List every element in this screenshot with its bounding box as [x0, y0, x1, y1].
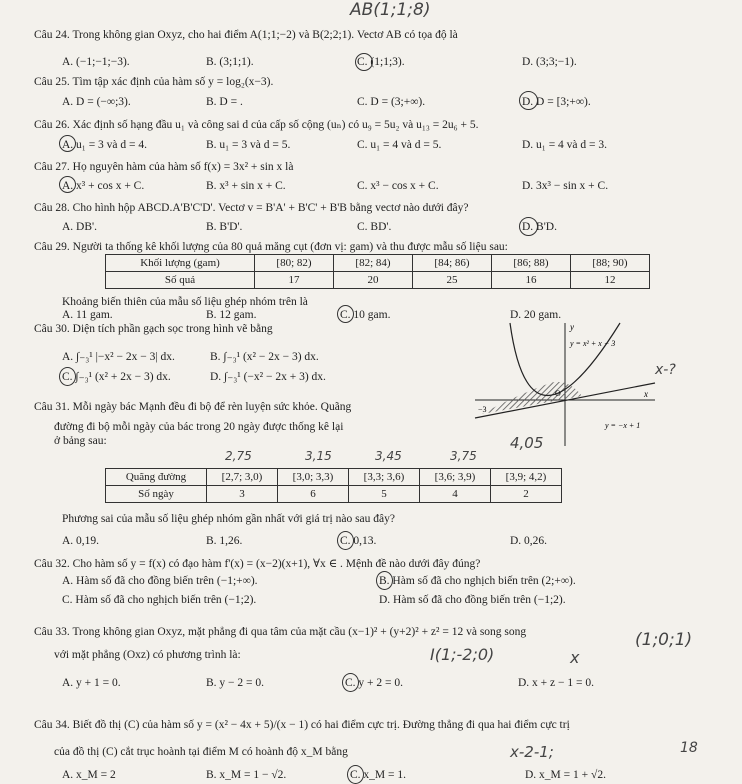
q31-row-cell: 4 — [420, 486, 491, 503]
q25-answer-mark — [519, 91, 538, 110]
q27-text: Câu 27. Họ nguyên hàm của hàm số f(x) = 3x² + sin x là — [34, 161, 294, 173]
handwritten-note-q33-x: x — [570, 648, 580, 667]
q25-option-c[interactable]: C. D = (3;+∞). — [357, 96, 426, 108]
q24-option-c[interactable]: C. (1;1;3). — [357, 56, 405, 68]
q31-header-cell: [3,6; 3,9) — [420, 469, 491, 486]
q31-row-cell: 5 — [349, 486, 420, 503]
q30-tick-minus3: −3 — [478, 405, 487, 414]
q25-option-a[interactable]: A. D = (−∞;3). — [62, 96, 131, 108]
q31-text-line3: ở bảng sau: — [54, 435, 107, 447]
q33-option-b[interactable]: B. y − 2 = 0. — [206, 677, 265, 689]
q30-text: Câu 30. Diện tích phần gạch sọc trong hình vẽ bằng — [34, 323, 273, 335]
q29-header-cell: [88; 90) — [571, 255, 650, 272]
q29-text: Câu 29. Người ta thống kê khối lượng của 80 quả măng cụt (đơn vị: gam) và thu được mẫu số liệu sau: — [34, 241, 508, 253]
q30-answer-mark — [59, 367, 76, 386]
q29-row-cell: 17 — [255, 272, 334, 289]
q30-origin-label: O — [555, 389, 561, 398]
q30-option-d[interactable]: D. ∫₋₃¹ (−x² − 2x + 3) dx. — [210, 371, 326, 383]
q29-header-cell: [84; 86) — [413, 255, 492, 272]
q31-row-cell: 2 — [491, 486, 562, 503]
q29-table — [105, 254, 650, 289]
q29-option-c[interactable]: C. 10 gam. — [340, 309, 391, 321]
q33-option-a[interactable]: A. y + 1 = 0. — [62, 677, 121, 689]
q29-option-d[interactable]: D. 20 gam. — [510, 309, 562, 321]
q25-option-d[interactable]: D. D = [3;+∞). — [522, 96, 591, 108]
q32-option-b[interactable]: B. Hàm số đã cho nghịch biến trên (2;+∞). — [379, 575, 576, 587]
q31-option-c[interactable]: C. 0,13. — [340, 535, 377, 547]
q31-header-cell: [3,3; 3,6) — [349, 469, 420, 486]
q26-option-d[interactable]: D. u₁ = 4 và d = 3. — [522, 139, 608, 151]
q31-text-line2: đường đi bộ mỗi ngày của bác trong 20 ngày được thống kê lại — [54, 421, 344, 433]
q29-header-cell: [86; 88) — [492, 255, 571, 272]
q34-option-c[interactable]: C. x_M = 1. — [350, 769, 407, 781]
q26-text: Câu 26. Xác định số hạng đầu u₁ và công sai d của cấp số cộng (uₙ) có u₉ = 5u₂ và u₁₃ = 2u₆ + 5. — [34, 119, 479, 131]
q24-option-a[interactable]: A. (−1;−1;−3). — [62, 56, 130, 68]
q28-option-d[interactable]: D. B'D. — [522, 221, 557, 233]
q30-option-a[interactable]: A. ∫₋₃¹ |−x² − 2x − 3| dx. — [62, 351, 175, 363]
handwritten-midpoint-1: 2,75 — [225, 449, 252, 463]
q24-option-d[interactable]: D. (3;3;−1). — [522, 56, 577, 68]
q26-option-c[interactable]: C. u₁ = 4 và d = 5. — [357, 139, 442, 151]
q33-option-c[interactable]: C. y + 2 = 0. — [345, 677, 404, 689]
handwritten-note-q33: I(1;-2;0) — [430, 645, 495, 664]
q26-option-a[interactable]: A. u₁ = 3 và d = 4. — [62, 139, 148, 151]
q28-answer-mark — [519, 217, 538, 236]
handwritten-note-q34: x-2-1; — [510, 743, 554, 761]
q30-axis-y-label: y — [570, 322, 574, 332]
q27-option-d[interactable]: D. 3x³ − sin x + C. — [522, 180, 609, 192]
q31-row-label: Số ngày — [106, 486, 207, 503]
q28-option-a[interactable]: A. DB'. — [62, 221, 97, 233]
q31-option-b[interactable]: B. 1,26. — [206, 535, 243, 547]
q27-option-b[interactable]: B. x³ + sin x + C. — [206, 180, 286, 192]
handwritten-midpoint-2: 3,15 — [305, 449, 332, 463]
q31-question: Phương sai của mẫu số liệu ghép nhóm gần nhất với giá trị nào sau đây? — [62, 513, 395, 525]
q24-answer-mark — [355, 53, 373, 71]
q34-option-d[interactable]: D. x_M = 1 + √2. — [525, 769, 606, 781]
q31-option-a[interactable]: A. 0,19. — [62, 535, 100, 547]
q30-line-label: y = −x + 1 — [605, 421, 641, 430]
q27-answer-mark — [59, 176, 76, 193]
q27-option-a[interactable]: A. x³ + cos x + C. — [62, 180, 145, 192]
q30-shaded-region — [482, 382, 582, 414]
q29-option-b[interactable]: B. 12 gam. — [206, 309, 257, 321]
handwritten-note-q28: x-? — [655, 362, 676, 378]
q33-answer-mark — [342, 673, 359, 692]
q31-text-line1: Câu 31. Mỗi ngày bác Mạnh đều đi bộ để rèn luyện sức khỏe. Quãng — [34, 401, 352, 413]
q31-row-cell: 3 — [207, 486, 278, 503]
q31-header-cell: [3,0; 3,3) — [278, 469, 349, 486]
q32-text: Câu 32. Cho hàm số y = f(x) có đạo hàm f'(x) = (x−2)(x+1), ∀x ∈ . Mệnh đề nào dưới đây đúng? — [34, 558, 481, 570]
q28-option-c[interactable]: C. BD'. — [357, 221, 392, 233]
q34-option-b[interactable]: B. x_M = 1 − √2. — [206, 769, 287, 781]
q28-option-b[interactable]: B. B'D'. — [206, 221, 243, 233]
q29-row-cell: 25 — [413, 272, 492, 289]
handwritten-midpoint-4: 3,75 — [450, 449, 477, 463]
q29-header-cell: [80; 82) — [255, 255, 334, 272]
q31-table — [105, 468, 562, 503]
q29-question: Khoảng biến thiên của mẫu số liệu ghép nhóm trên là — [62, 296, 308, 308]
q28-text: Câu 28. Cho hình hộp ABCD.A'B'C'D'. Vectơ v = B'A' + B'C' + B'B bằng vectơ nào dưới đây? — [34, 202, 469, 214]
q26-answer-mark — [59, 135, 76, 152]
q26-option-b[interactable]: B. u₁ = 3 và d = 5. — [206, 139, 291, 151]
q32-option-d[interactable]: D. Hàm số đã cho đồng biến trên (−1;2). — [379, 594, 566, 606]
q24-text: Câu 24. Trong không gian Oxyz, cho hai điểm A(1;1;−2) và B(2;2;1). Vectơ AB có tọa độ là — [34, 29, 458, 41]
handwritten-note-top: AB(1;1;8) — [350, 0, 431, 20]
q31-row-cell: 6 — [278, 486, 349, 503]
q31-header-cell: [2,7; 3,0) — [207, 469, 278, 486]
q25-text: Câu 25. Tìm tập xác định của hàm số y = log₂(x−3). — [34, 76, 274, 88]
q30-option-b[interactable]: B. ∫₋₃¹ (x² − 2x − 3) dx. — [210, 351, 319, 363]
q29-row-cell: 20 — [334, 272, 413, 289]
q33-option-d[interactable]: D. x + z − 1 = 0. — [518, 677, 594, 689]
q29-row-cell: 16 — [492, 272, 571, 289]
q31-header-label: Quãng đường — [106, 469, 207, 486]
q30-parabola-label: y = x² + x − 3 — [570, 339, 616, 348]
q29-header-cell: [82; 84) — [334, 255, 413, 272]
q29-answer-mark — [337, 305, 354, 323]
q30-graph — [470, 318, 660, 448]
q32-option-c[interactable]: C. Hàm số đã cho nghịch biến trên (−1;2). — [62, 594, 257, 606]
handwritten-note-q33-vector: (1;0;1) — [635, 630, 693, 650]
q27-option-c[interactable]: C. x³ − cos x + C. — [357, 180, 439, 192]
q34-text-line1: Câu 34. Biết đồ thị (C) của hàm số y = (x² − 4x + 5)/(x − 1) có hai điểm cực trị. Đường thẳng đi qua hai điểm cực trị — [34, 719, 570, 731]
q29-row-cell: 12 — [571, 272, 650, 289]
q33-text-line2: với mặt phẳng (Oxz) có phương trình là: — [54, 649, 241, 661]
q30-axis-x-label: x — [644, 389, 648, 399]
q34-answer-mark — [347, 765, 364, 784]
q34-option-a[interactable]: A. x_M = 2 — [62, 769, 116, 781]
q31-option-d[interactable]: D. 0,26. — [510, 535, 548, 547]
q34-text-line2: của đồ thị (C) cắt trục hoành tại điểm M có hoành độ x_M bằng — [54, 746, 348, 758]
q32-answer-mark — [376, 571, 393, 590]
q32-option-a[interactable]: A. Hàm số đã cho đồng biến trên (−1;+∞). — [62, 575, 258, 587]
q29-option-a[interactable]: A. 11 gam. — [62, 309, 113, 321]
q31-answer-mark — [337, 531, 354, 550]
q30-option-c[interactable]: C. ∫₋₃¹ (x² + 2x − 3) dx. — [62, 371, 171, 383]
q24-option-b[interactable]: B. (3;1;1). — [206, 56, 254, 68]
handwritten-note-q34-b: 18 — [680, 740, 698, 756]
q25-option-b[interactable]: B. D = . — [206, 96, 243, 108]
q29-header-label: Khối lượng (gam) — [106, 255, 255, 272]
q33-text-line1: Câu 33. Trong không gian Oxyz, mặt phẳng đi qua tâm của mặt cầu (x−1)² + (y+2)² + z² = 12 và song song — [34, 626, 527, 638]
q29-row-label: Số quả — [106, 272, 255, 289]
handwritten-midpoint-3: 3,45 — [375, 449, 402, 463]
handwritten-note-q31: 4,05 — [510, 434, 544, 452]
q31-header-cell: [3,9; 4,2) — [491, 469, 562, 486]
